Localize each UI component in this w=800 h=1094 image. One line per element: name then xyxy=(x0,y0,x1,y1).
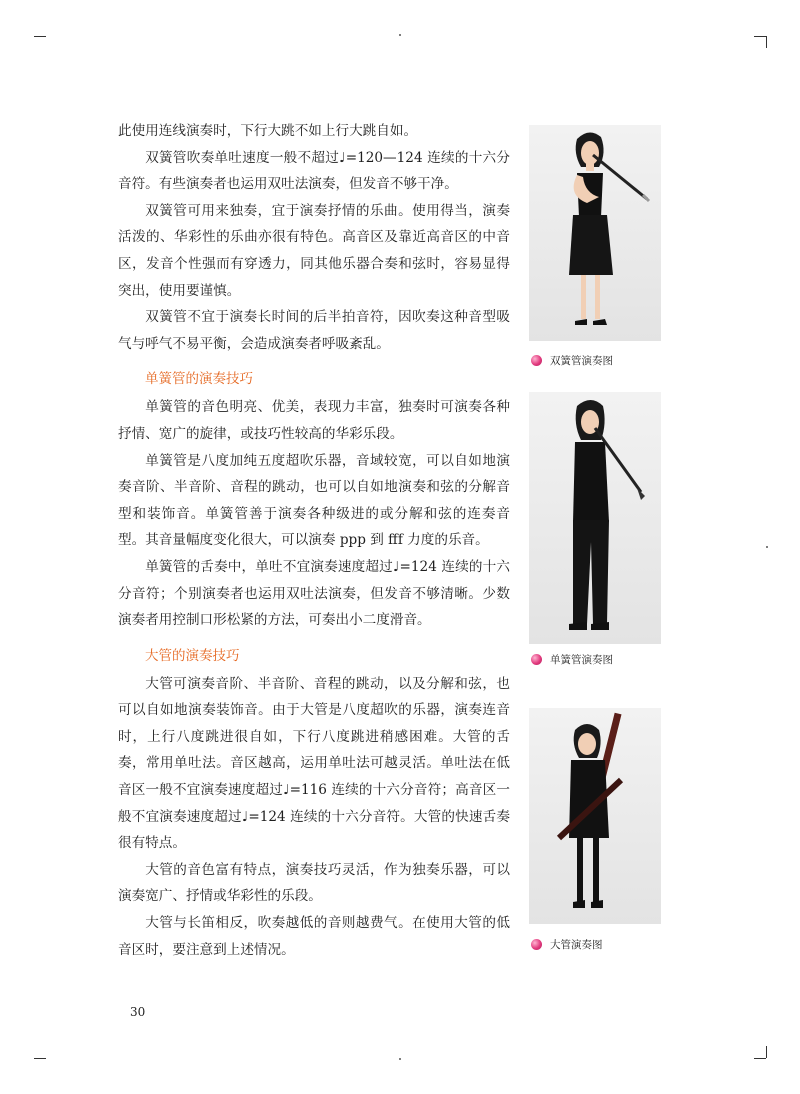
crop-mark xyxy=(754,36,766,37)
page-number: 30 xyxy=(130,1005,146,1019)
crop-mark xyxy=(766,1046,767,1058)
paragraph: 单簧管的音色明亮、优美，表现力丰富，独奏时可演奏各种抒情、宽广的旋律，或技巧性较高的华彩乐段。 xyxy=(118,399,510,442)
paragraph: 双簧管可用来独奏，宜于演奏抒情的乐曲。使用得当，演奏活泼的、华彩性的乐曲亦很有特色。高音区及靠近高音区的中音区，发音个性强而有穿透力，同其他乐器合奏和弦时，容易显得突出，使用要谨慎。 xyxy=(118,202,510,299)
paragraph: 单簧管是八度加纯五度超吹乐器，音域较宽，可以自如地演奏音阶、半音阶、音程的跳动，也可以自如地演奏和弦的分解音型和装饰音。单簧管善于演奏各种级进的或分解和弦的连奏音型。其音量幅度变化很大，可以演奏 ppp 到 fff 力度的乐音。 xyxy=(118,452,510,549)
crop-mark xyxy=(34,36,46,37)
section-heading-bassoon: 大管的演奏技巧 xyxy=(145,647,240,664)
bullet-icon xyxy=(531,939,542,950)
caption-text: 大管演奏图 xyxy=(550,939,603,951)
paragraph: 大管的音色富有特点，演奏技巧灵活，作为独奏乐器，可以演奏宽广、抒情或华彩性的乐段。 xyxy=(118,861,510,905)
body-text xyxy=(118,118,510,963)
bullet-icon xyxy=(531,355,542,366)
section-heading-clarinet: 单簧管的演奏技巧 xyxy=(145,371,253,388)
bassoon-player-photo xyxy=(529,708,661,924)
oboe-player-photo xyxy=(529,125,661,341)
paragraph: 大管与长笛相反，吹奏越低的音则越费气。在使用大管的低音区时，要注意到上述情况。 xyxy=(118,915,510,958)
paragraph: 此使用连线演奏时，下行大跳不如上行大跳自如。 xyxy=(118,123,418,139)
caption-bassoon xyxy=(531,937,603,952)
paragraph: 大管可演奏音阶、半音阶、音程的跳动，以及分解和弦，也可以自如地演奏装饰音。由于大管是八度超吹的乐器，演奏连音时，上行八度跳进很自如，下行八度跳进稍感困难。大管的舌奏，常用单吐法。音区越高，运用单吐法可越灵活。单吐法在低音区一般不宜演奏速度超过♩=116 连续的十六分音符；高音区一般不宜演奏速度超过♩=124 连续的十六分音符。大管的快速舌奏很有特点。 xyxy=(118,675,510,852)
paragraph: 单簧管的舌奏中，单吐不宜演奏速度超过♩=124 连续的十六分音符；个别演奏者也运用双吐法演奏，但发音不够清晰。少数演奏者用控制口形松紧的方法，可奏出小二度滑音。 xyxy=(118,558,510,629)
bullet-icon xyxy=(531,654,542,665)
registration-dot xyxy=(399,34,401,36)
caption-text: 单簧管演奏图 xyxy=(550,654,613,666)
paragraph: 双簧管不宜于演奏长时间的后半拍音符，因吹奏这种音型吸气与呼气不易平衡，会造成演奏者呼吸紊乱。 xyxy=(118,309,510,352)
crop-mark xyxy=(34,1058,46,1059)
caption-clarinet xyxy=(531,652,613,667)
crop-mark xyxy=(754,1058,766,1059)
registration-dot xyxy=(399,1058,401,1060)
registration-dot xyxy=(766,546,768,548)
caption-oboe xyxy=(531,353,613,368)
caption-text: 双簧管演奏图 xyxy=(550,355,613,367)
clarinet-player-photo xyxy=(529,392,661,644)
crop-mark xyxy=(766,36,767,48)
paragraph: 双簧管吹奏单吐速度一般不超过♩=120—124 连续的十六分音符。有些演奏者也运用双吐法演奏，但发音不够干净。 xyxy=(118,149,510,193)
